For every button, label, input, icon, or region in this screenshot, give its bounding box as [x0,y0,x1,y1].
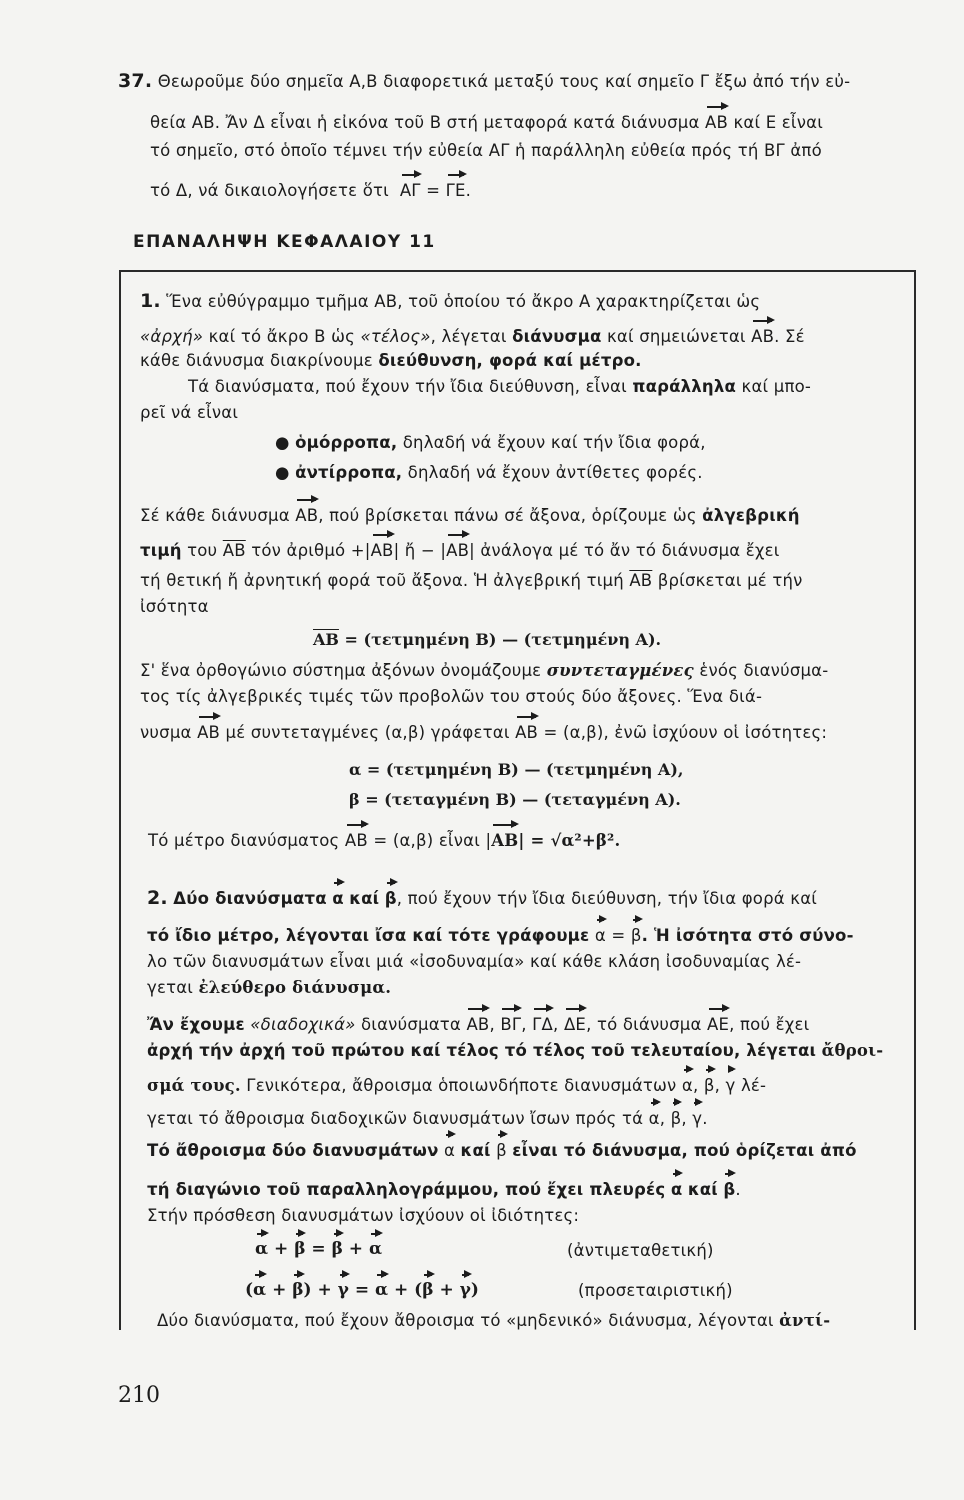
section-2-line-1: 2. Δύο διανύσματα α καί β, πού ἔχουν τήν ἴδια διεύθυνση, τήν ἴδια φορά καί [147,887,818,909]
vector-alpha: α [648,1109,660,1128]
exercise-37-line-2: θεία ΑΒ. Ἄν Δ εἶναι ἡ εἰκόνα τοῦ Β στή μεταφορά κατά διάνυσμα ΑΒ καί Ε εἶναι [150,113,823,132]
section-2-line-4: γεται ἐλεύθερο διάνυσμα. [147,978,392,997]
section-number: 2. [147,887,168,909]
equation-alpha: α = (τετμημένη Β) — (τετμημένη Α), [349,760,684,779]
vector-beta: β [292,1280,304,1300]
section-1-line-12: νυσμα ΑΒ μέ συντεταγμένες (α,β) γράφεται ΑΒ = (α,β), ἐνῶ ἰσχύουν οἱ ἰσότητες: [140,723,828,742]
vector-alpha: α [368,1239,383,1259]
exercise-37-line-4: τό Δ, νά δικαιολογήσετε ὅτι ΑΓ = ΓΕ. [150,181,472,200]
exercise-37-line-1: 37. Θεωροῦμε δύο σημεῖα Α,Β διαφορετικά μεταξύ τους καί σημεῖο Γ ἔξω ἀπό τήν εὐ- [118,70,851,92]
section-2-line-9: Τό ἄθροισμα δύο διανυσμάτων α καί β εἶναι τό διάνυσμα, πού ὁρίζεται ἀπό [147,1141,857,1160]
section-2-line-7: σμά τους. Γενικότερα, ἄθροισμα ὁποιωνδήποτε διανυσμάτων α, β, γ λέ- [147,1076,767,1095]
associative-label: (προσεταιριστική) [578,1281,733,1300]
section-2-line-8: γεται τό ἄθροισμα διαδοχικῶν διανυσμάτων ἴσων πρός τά α, β, γ. [147,1109,708,1128]
vector-AB: ΑΒ [295,506,319,525]
vector-beta: β [496,1141,507,1160]
associative-property: (α + β) + γ = α + (β + γ) [245,1280,479,1300]
equation-algebraic-value: $\overline{AB} = (\tau\varepsilon\tau\mu\eta\mu έ\nu\eta$ Β) — (τετμημένη Α). [313,630,662,649]
commutative-property: α + β = β + α [255,1239,383,1259]
bullet-icon: ● [275,463,290,482]
vector-AB: ΑΒ [197,723,221,742]
vector-alpha: α [332,889,344,908]
vector-alpha: α [255,1239,269,1259]
vector-AG: ΑΓ [399,181,421,200]
vector-beta: β [422,1280,434,1300]
frame-top-border [119,270,916,272]
vector-gamma: γ [725,1076,736,1095]
vector-DE: ΔΕ [563,1015,587,1034]
vector-gamma: γ [337,1280,349,1300]
section-number: 1. [140,290,161,312]
vector-AB: ΑΒ [705,113,729,132]
vector-BG: ΒΓ [500,1015,522,1034]
equation-beta: β = (τεταγμένη Β) — (τεταγμένη Α). [349,790,681,809]
vector-GE: ΓΕ [445,181,466,200]
section-1-line-8: τή θετική ἤ ἀρνητική φορά τοῦ ἄξονα. Ἡ ἀλγεβρική τιμή $\overline{AB}$ βρίσκεται μέ τήν [140,571,803,590]
vector-AB: ΑΒ [446,541,470,560]
vector-AB: ΑΒ [466,1015,490,1034]
frame-left-border [119,270,121,1330]
vector-alpha: α [375,1280,389,1300]
section-2-line-12: Δύο διανύσματα, πού ἔχουν ἄθροισμα τό «μηδενικό» διάνυσμα, λέγονται ἀντί- [157,1311,831,1330]
vector-AE: ΑΕ [707,1015,730,1034]
vector-AB: ΑΒ [344,831,368,850]
vector-beta: β [294,1239,306,1259]
exercise-37-line-3: τό σημεῖο, στό ὁποῖο τέμνει τήν εὐθεία ΑΓ ἡ παράλληλη εὐθεία πρός τή ΒΓ ἀπό [150,141,822,160]
section-2-line-5: Ἄν ἔχουμε «διαδοχικά» διανύσματα ΑΒ, ΒΓ, ΓΔ, ΔΕ, τό διάνυσμα ΑΕ, πού ἔχει [147,1015,810,1034]
vector-AB: ΑΒ [491,831,519,850]
section-2-line-3: λο τῶν διανυσμάτων εἶναι μιά «ἰσοδυναμία» καί κάθε κλάση ἰσοδυναμίας λέ- [147,952,802,971]
section-2-line-6: ἀρχή τήν ἀρχή τοῦ πρώτου καί τέλος τό τέλος τοῦ τελευταίου, λέγεται ἄθροι- [147,1041,884,1060]
chapter-review-heading: ΕΠΑΝΑΛΗΨΗ ΚΕΦΑΛΑΙΟΥ 11 [133,232,436,252]
section-1-line-3: κάθε διάνυσμα διακρίνουμε διεύθυνση, φορά καί μέτρο. [140,351,642,370]
vector-beta: β [703,1076,715,1095]
page-number: 210 [118,1383,160,1408]
section-1-line-5: ρεῖ νά εἶναι [140,403,239,422]
section-2-line-11: Στήν πρόσθεση διανυσμάτων ἰσχύουν οἱ ἰδιότητες: [147,1206,580,1225]
section-1-line-2: «ἀρχή» καί τό ἄκρο Β ὡς «τέλος», λέγεται διάνυσμα καί σημειώνεται ΑΒ. Σέ [140,327,805,346]
exercise-number: 37. [118,70,153,92]
section-1-line-9: ἰσότητα [140,597,209,616]
section-1-line-4: Τά διανύσματα, πού ἔχουν τήν ἴδια διεύθυνση, εἶναι παράλληλα καί μπο- [188,377,812,396]
vector-beta: β [331,1239,343,1259]
bullet-icon: ● [275,433,290,452]
bullet-item-2: ● ἀντίρροπα, δηλαδή νά ἔχουν ἀντίθετες φορές. [275,463,703,482]
vector-beta: β [384,889,397,908]
vector-gamma: γ [692,1109,703,1128]
commutative-label: (ἀντιμεταθετική) [567,1241,714,1260]
vector-beta: β [723,1180,736,1199]
vector-alpha: α [594,926,606,945]
vector-alpha: α [253,1280,267,1300]
section-1-line-1: 1. Ἕνα εὐθύγραμμο τμῆμα ΑΒ, τοῦ ὁποίου τό ἄκρο Α χαρακτηρίζεται ὡς [140,290,761,312]
frame-right-border [914,270,916,1330]
vector-AB: ΑΒ [515,723,539,742]
vector-alpha: α [444,1141,456,1160]
bullet-item-1: ● ὁμόρροπα, δηλαδή νά ἔχουν καί τήν ἴδια φορά, [275,433,706,452]
section-2-line-10: τή διαγώνιο τοῦ παραλληλογράμμου, πού ἔχει πλευρές α καί β. [147,1180,741,1199]
vector-gamma: γ [459,1280,471,1300]
vector-AB: ΑΒ [751,327,775,346]
vector-beta: β [630,926,642,945]
section-1-line-10: Σ' ἕνα ὀρθογώνιο σύστημα ἀξόνων ὀνομάζουμε συντεταγμένες ἑνός διανύσμα- [140,661,829,680]
vector-AB: ΑΒ [370,541,394,560]
vector-beta: β [670,1109,682,1128]
section-1-line-6: Σέ κάθε διάνυσμα ΑΒ, πού βρίσκεται πάνω σέ ἄξονα, ὁρίζουμε ὡς ἀλγεβρική [140,506,800,525]
vector-alpha: α [670,1180,683,1199]
section-1-line-11: τος τίς ἀλγεβρικές τιμές τῶν προβολῶν του στούς δύο ἄξονες. Ἕνα διά- [140,687,763,706]
section-1-line-7: τιμή του $\overline{AB}$ τόν ἀριθμό +|ΑΒ| ἤ − |ΑΒ| ἀνάλογα μέ τό ἄν τό διάνυσμα ἔχει [140,541,780,560]
vector-alpha: α [681,1076,693,1095]
section-2-line-2: τό ἴδιο μέτρο, λέγονται ἴσα καί τότε γράφουμε α = β. Ἡ ἰσότητα στό σύνο- [147,926,854,945]
vector-GD: ΓΔ [532,1015,554,1034]
section-1-line-13: Τό μέτρο διανύσματος ΑΒ = (α,β) εἶναι |ΑΒ| = √α²+β². [148,831,621,850]
